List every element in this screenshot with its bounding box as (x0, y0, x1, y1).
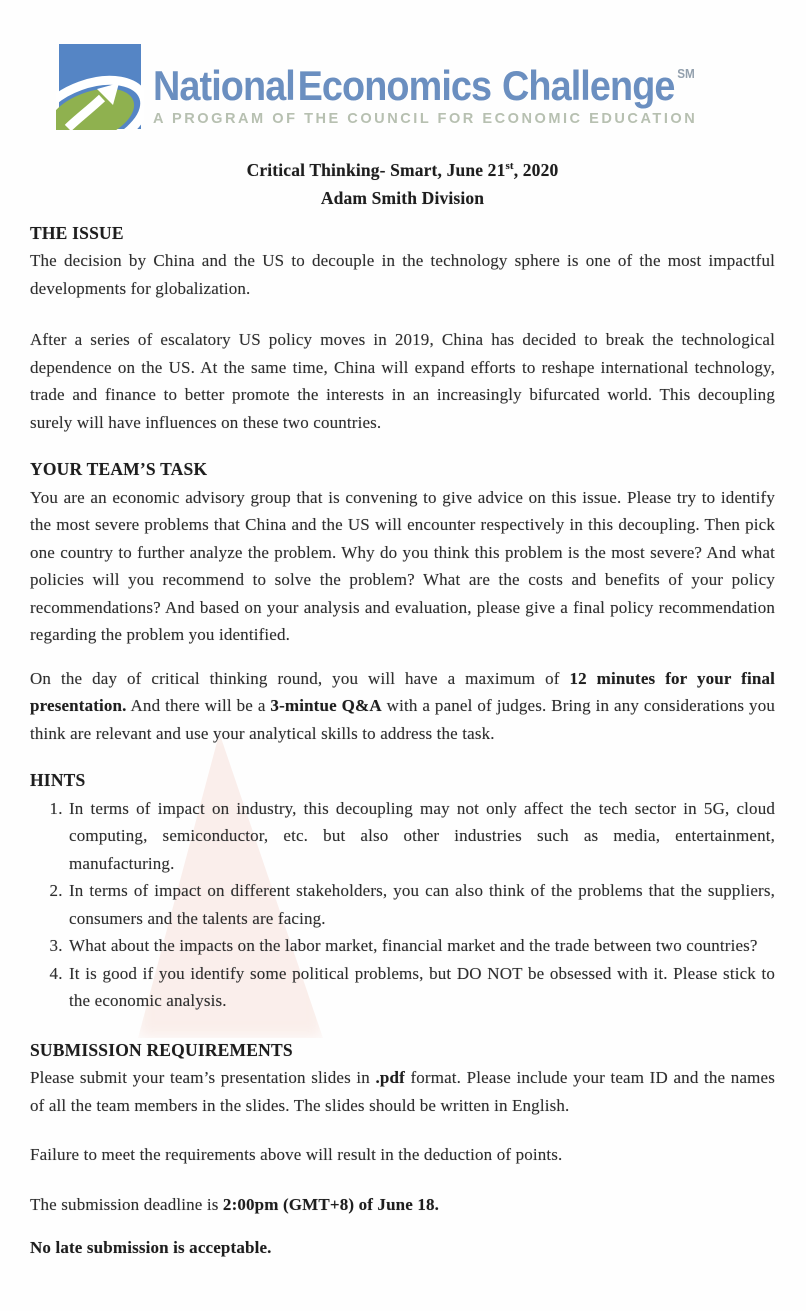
logo-word-economics: Economics (297, 62, 492, 109)
section-heading-issue: THE ISSUE (30, 222, 124, 243)
task-paragraph-2: On the day of critical thinking round, you will have a maximum of 12 minutes for your final presentation. And there will be a 3-mintue Q&A with a panel of judges. Bring in any considerations you think are relevant and use your analytical skills to address the task. (30, 668, 776, 743)
submission-deadline: The submission deadline is 2:00pm (GMT+8) of June 18. (30, 1194, 440, 1214)
logo-word-challenge: Challenge (501, 62, 675, 109)
hint-item-2: 2. In terms of impact on different stakeholders, you can also think of the problems that the suppliers, consumers and the talents are facing. (67, 877, 775, 932)
nec-logo-text (153, 44, 755, 127)
nec-logo (56, 44, 775, 130)
title-line-2: Adam Smith Division (320, 187, 485, 208)
nec-logo-tagline: A PROGRAM OF THE COUNCIL FOR ECONOMIC EDUCATION (153, 110, 698, 127)
hint-item-4: 4. It is good if you identify some political problems, but DO NOT be obsessed with it. Please stick to the economic analysis. (67, 960, 775, 1015)
title-line-1: Critical Thinking- Smart, June 21st, 2020 (246, 159, 559, 180)
title-superscript: st (505, 160, 514, 172)
document-title (30, 152, 775, 212)
document-body (30, 152, 775, 1262)
nec-logo-icon (56, 44, 144, 130)
hint-item-1: 1. In terms of impact on industry, this decoupling may not only affect the tech sector in 5G, cloud computing, semiconductor, etc. but also other industries such as media, entertainment, manufacturing. (67, 795, 775, 878)
hint-item-3: 3. What about the impacts on the labor market, financial market and the trade between two countries? (67, 932, 775, 960)
submission-paragraph-1: Please submit your team’s presentation slides in .pdf format. Please include your team ID and the names of all the team members in the slides. The slides should be written in English. (30, 1068, 775, 1115)
issue-paragraph-1: The decision by China and the US to decouple in the technology sphere is one of the most impactful developments for globalization. (30, 251, 775, 298)
logo-word-national: National (153, 62, 295, 109)
hints-list (30, 795, 775, 1015)
section-heading-submission: SUBMISSION REQUIREMENTS (30, 1039, 293, 1060)
service-mark-label: SM (677, 66, 695, 81)
section-heading-task: YOUR TEAM’S TASK (30, 459, 208, 480)
task-paragraph-1: You are an economic advisory group that is convening to give advice on this issue. Please try to identify the most severe problems that China and the US will encounter respectively in this decoupling. Then pick one country to further analyze the problem. Why do you think this problem is the most severe? And what policies will you recommend to solve the problem? What are the costs and benefits of your policy recommendations? And based on your analysis and evaluation, please give a final policy recommendation regarding the problem you identified. (30, 487, 775, 645)
nec-logo-title (153, 53, 695, 107)
section-heading-hints: HINTS (30, 770, 86, 791)
issue-paragraph-2: After a series of escalatory US policy moves in 2019, China has decided to break the technological dependence on the US. At the same time, China will expand efforts to reshape international technology, trade and finance to better promote the interests in an increasingly bifurcated world. This decoupling surely will have influences on these two countries. (30, 330, 775, 432)
no-late-submission-note: No late submission is acceptable. (30, 1238, 272, 1258)
submission-paragraph-2: Failure to meet the requirements above will result in the deduction of points. (30, 1145, 563, 1165)
